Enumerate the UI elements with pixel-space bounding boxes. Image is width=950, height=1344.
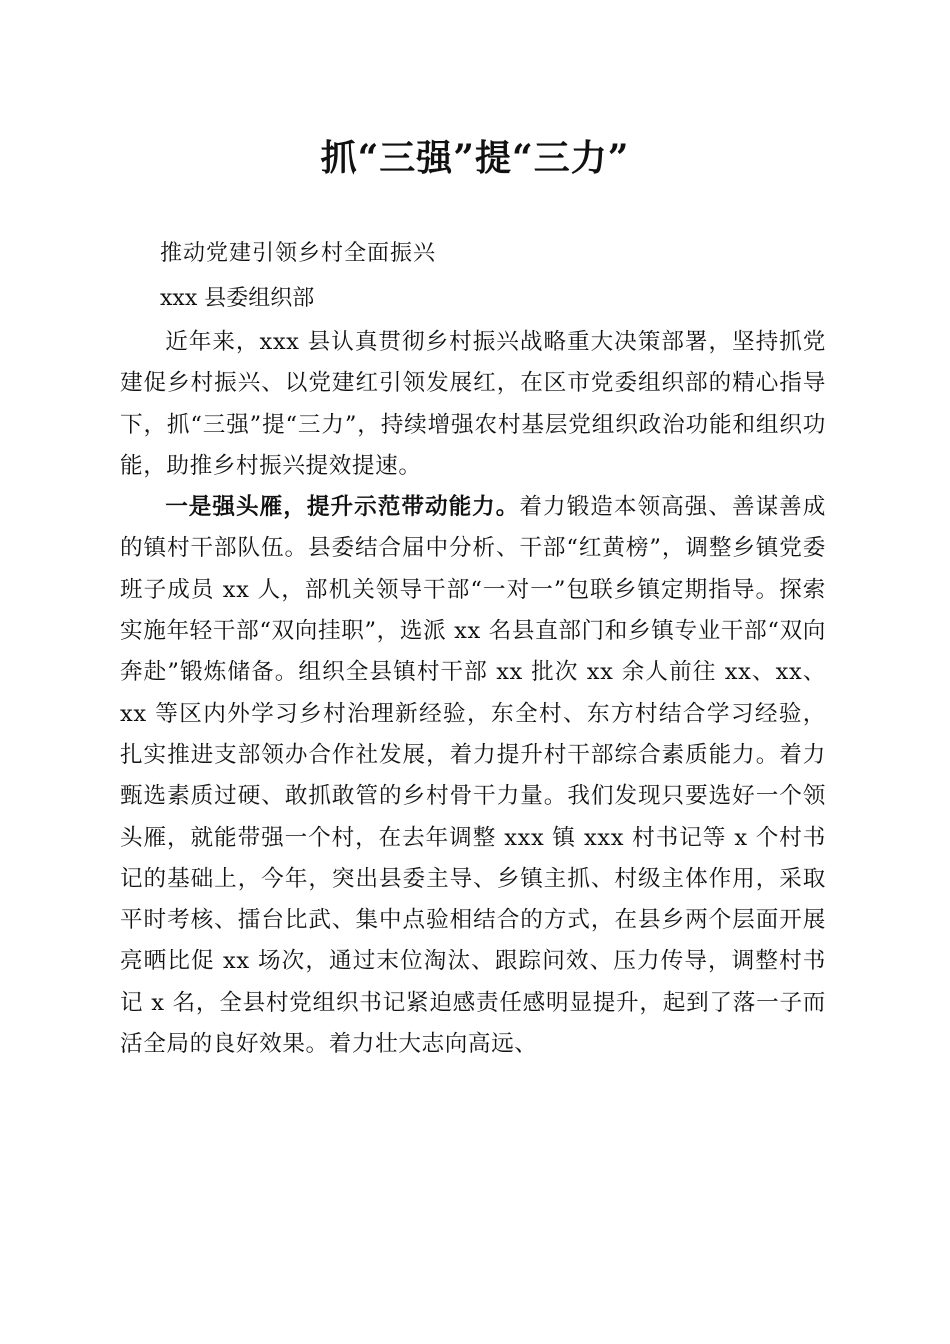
document-author: xxx 县委组织部: [160, 286, 315, 311]
document-body: [120, 322, 826, 1065]
paragraph-strong-leaders-text: 着力锻造本领高强、善谋善成的镇村干部队伍。县委结合届中分析、干部“红黄榜”，调整乡镇党委班子成员 xx 人，部机关领导干部“一对一”包联乡镇定期指导。探索实施年轻干部“双向挂职”，选派 xx 名县直部门和乡镇专业干部“双向奔赴”锻炼储备。组织全县镇村干部 xx 批次 xx 余人前往 xx、xx、xx 等区内外学习乡村治理新经验，东全村、东方村结合学习经验，扎实推进支部领办合作社发展，着力提升村干部综合素质能力。着力甄选素质过硬、敢抓敢管的乡村骨干力量。我们发现只要选好一个领头雁，就能带强一个村，在去年调整 xxx 镇 xxx 村书记等 x 个村书记的基础上，今年，突出县委主导、乡镇主抓、村级主体作用，采取平时考核、擂台比武、集中点验相结合的方式，在县乡两个层面开展亮晒比促 xx 场次，通过末位淘汰、跟踪问效、压力传导，调整村书记 x 名，全县村党组织书记紧迫感责任感明显提升，起到了落一子而活全局的良好效果。着力壮大志向高远、: [120, 494, 826, 1058]
paragraph-intro: [120, 322, 826, 487]
document-title: 抓“三强”提“三力”: [320, 137, 630, 179]
paragraph-strong-leaders: [120, 487, 826, 1065]
paragraph-intro-text: 近年来，xxx 县认真贯彻乡村振兴战略重大决策部署，坚持抓党建促乡村振兴、以党建红引领发展红，在区市党委组织部的精心指导下，抓“三强”提“三力”，持续增强农村基层党组织政治功能和组织功能，助推乡村振兴提效提速。: [120, 329, 826, 479]
paragraph-lead-heading: 一是强头雁，提升示范带动能力。: [165, 494, 520, 521]
document-subtitle: 推动党建引领乡村全面振兴: [160, 241, 437, 266]
